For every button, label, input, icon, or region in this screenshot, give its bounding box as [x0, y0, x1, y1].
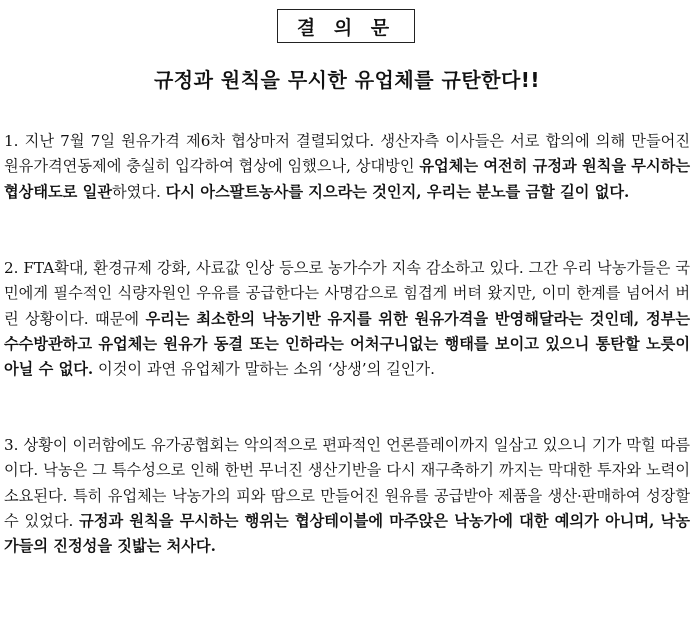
document-title: 결 의 문 [277, 9, 415, 43]
paragraph-3-text-1: 3. 상황이 이러함에도 유가공협회는 악의적으로 편파적인 언론플레이까지 일삼고 있으니 기가 막힐 따름이다. 낙농은 그 특수성으로 인해 한번 무너진 생산기반을 다시 재구축하기 까지는 막대한 투자와 노력이 소요된다. 특히 유업체는 낙농가의 피와 땀으로 만들어진 원유를 공급받아 제품을 생산·판매하여 성장할 수 있었다. [4, 436, 690, 530]
paragraph-2 [4, 256, 690, 382]
paragraph-1-bold-1: 유업체는 여전히 규정과 원칙을 무시하는 협상태도로 일관 [4, 157, 690, 201]
paragraph-1-bold-2: 다시 아스팔트농사를 지으라는 것인지, 우리는 분노를 금할 길이 없다. [165, 182, 630, 201]
paragraph-2-text-1: 2. FTA확대, 환경규제 강화, 사료값 인상 등으로 농가수가 지속 감소하고 있다. 그간 우리 낙농가들은 국민에게 필수적인 식량자원인 우유를 공급한다는 사명감으로 힘겹게 버텨 왔지만, 이미 한계를 넘어서 버린 상황이다. 때문에 [4, 259, 690, 328]
paragraph-2-bold-1: 우리는 최소한의 낙농기반 유지를 위한 원유가격을 반영해달라는 것인데, 정부는 수수방관하고 유업체는 원유가 동결 또는 인하라는 어처구니없는 행태를 보이고 있으니 통탄할 노릇이 아닐 수 없다. [4, 309, 691, 379]
paragraph-3 [4, 433, 690, 559]
paragraph-1-text-2: 하였다. [112, 182, 166, 201]
paragraph-1-text-1: 1. 지난 7월 7일 원유가격 제6차 협상마저 결렬되었다. 생산자측 이사들은 서로 합의에 의해 만들어진 원유가격연동제에 충실히 입각하여 협상에 임했으나, 상대방인 [4, 132, 690, 176]
paragraph-3-bold-1: 규정과 원칙을 무시하는 행위는 협상테이블에 마주앉은 낙농가에 대한 예의가 아니며, 낙농가들의 진정성을 짓밟는 처사다. [4, 511, 690, 556]
headline: 규정과 원칙을 무시한 유업체를 규탄한다!! [153, 68, 541, 92]
paragraph-1 [4, 129, 690, 205]
paragraph-2-text-2: 이것이 과연 유업체가 말하는 소위 ‘상생’의 길인가. [93, 360, 435, 379]
